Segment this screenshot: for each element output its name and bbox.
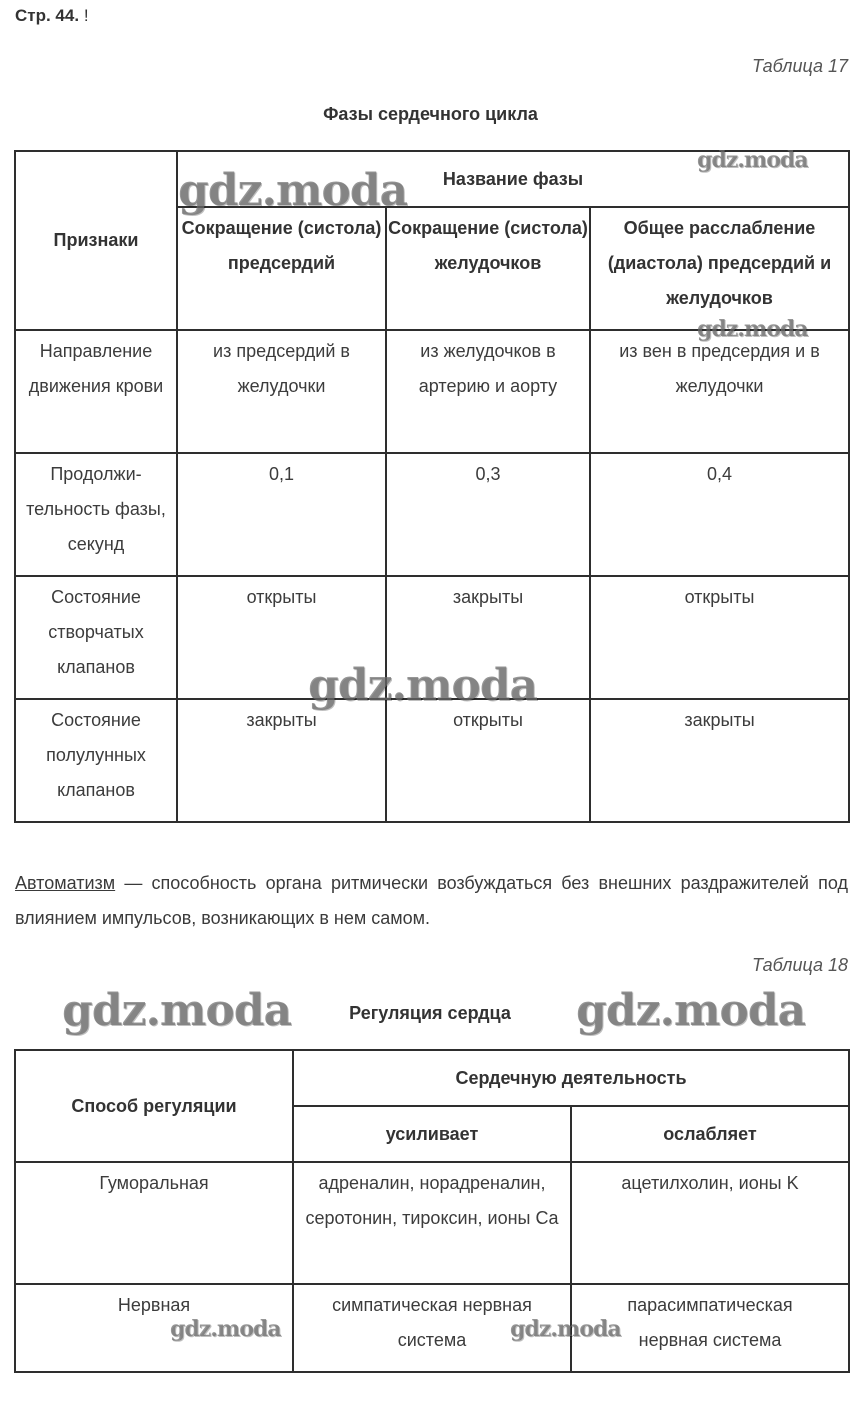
table-row (15, 453, 849, 576)
row-label: Состояние створчатых клапанов (15, 576, 177, 699)
watermark: gdz.moda (62, 985, 292, 1036)
table-cell: открыты (177, 576, 386, 699)
row-header-cell: Признаки (15, 151, 177, 330)
watermark: gdz.moda (697, 147, 808, 173)
table-cell: из желудочков в артерию и аорту (386, 330, 590, 453)
definition-term-link[interactable]: Автоматизм (15, 873, 116, 893)
table-cell: открыты (590, 576, 849, 699)
activity-header-cell: Сердечную деятельность (293, 1050, 849, 1106)
table-cell: открыты (386, 699, 590, 822)
table18-number: Таблица 18 (751, 955, 848, 975)
definition-text: — способность органа ритмически возбуждаться без внешних раздражителей под влиянием импульсов, возникающих в нем самом. (15, 873, 848, 928)
page-header (15, 6, 89, 26)
table18-caption: Регуляция сердца (349, 1003, 511, 1023)
definition-paragraph (15, 866, 848, 936)
heart-regulation-table (14, 1049, 850, 1373)
phase-diastole: Общее расслабление (диастола) предсердий и желудочков (590, 207, 849, 330)
table-row (15, 330, 849, 453)
table-cell: закрыты (590, 699, 849, 822)
page-mark: ! (83, 6, 89, 25)
row-label: Состояние полулунных клапанов (15, 699, 177, 822)
table-cell: 0,4 (590, 453, 849, 576)
watermark: gdz.moda (178, 165, 408, 216)
table-row (15, 1284, 849, 1372)
table-cell: закрыты (386, 576, 590, 699)
row-label: Гуморальная (15, 1162, 293, 1284)
method-header-cell: Способ регуляции (15, 1050, 293, 1162)
table-cell: ацетилхолин, ионы K (571, 1162, 849, 1284)
table17-caption: Фазы сердечного цикла (323, 104, 538, 124)
increases-header-cell: усиливает (293, 1106, 571, 1162)
table-cell: 0,1 (177, 453, 386, 576)
table-cell: симпатическая нервная система (293, 1284, 571, 1372)
table-cell: из предсердий в желудочки (177, 330, 386, 453)
table-cell: закрыты (177, 699, 386, 822)
table17-number: Таблица 17 (751, 56, 848, 76)
watermark: gdz.moda (510, 1316, 621, 1342)
page-label: Стр. 44. (15, 6, 80, 25)
watermark: gdz.moda (170, 1316, 281, 1342)
table-row (15, 1162, 849, 1284)
phase-header-cell: Название фазы (177, 151, 849, 207)
row-label: Направление движения крови (15, 330, 177, 453)
table-cell: адреналин, норадреналин, серотонин, тироксин, ионы Ca (293, 1162, 571, 1284)
table-cell: 0,3 (386, 453, 590, 576)
phase-atrial-systole: Сокращение (систола) предсердий (177, 207, 386, 330)
table-row (15, 699, 849, 822)
row-label: Нервная (15, 1284, 293, 1372)
row-label: Продолжи-тельность фазы, секунд (15, 453, 177, 576)
watermark: gdz.moda (697, 316, 808, 342)
watermark: gdz.moda (576, 985, 806, 1036)
cardiac-cycle-table (14, 150, 850, 823)
phase-ventricular-systole: Сокращение (систола) желудочков (386, 207, 590, 330)
table-cell: парасимпатическая нервная система (571, 1284, 849, 1372)
table-cell: из вен в предсердия и в желудочки (590, 330, 849, 453)
watermark: gdz.moda (308, 660, 538, 711)
decreases-header-cell: ослабляет (571, 1106, 849, 1162)
